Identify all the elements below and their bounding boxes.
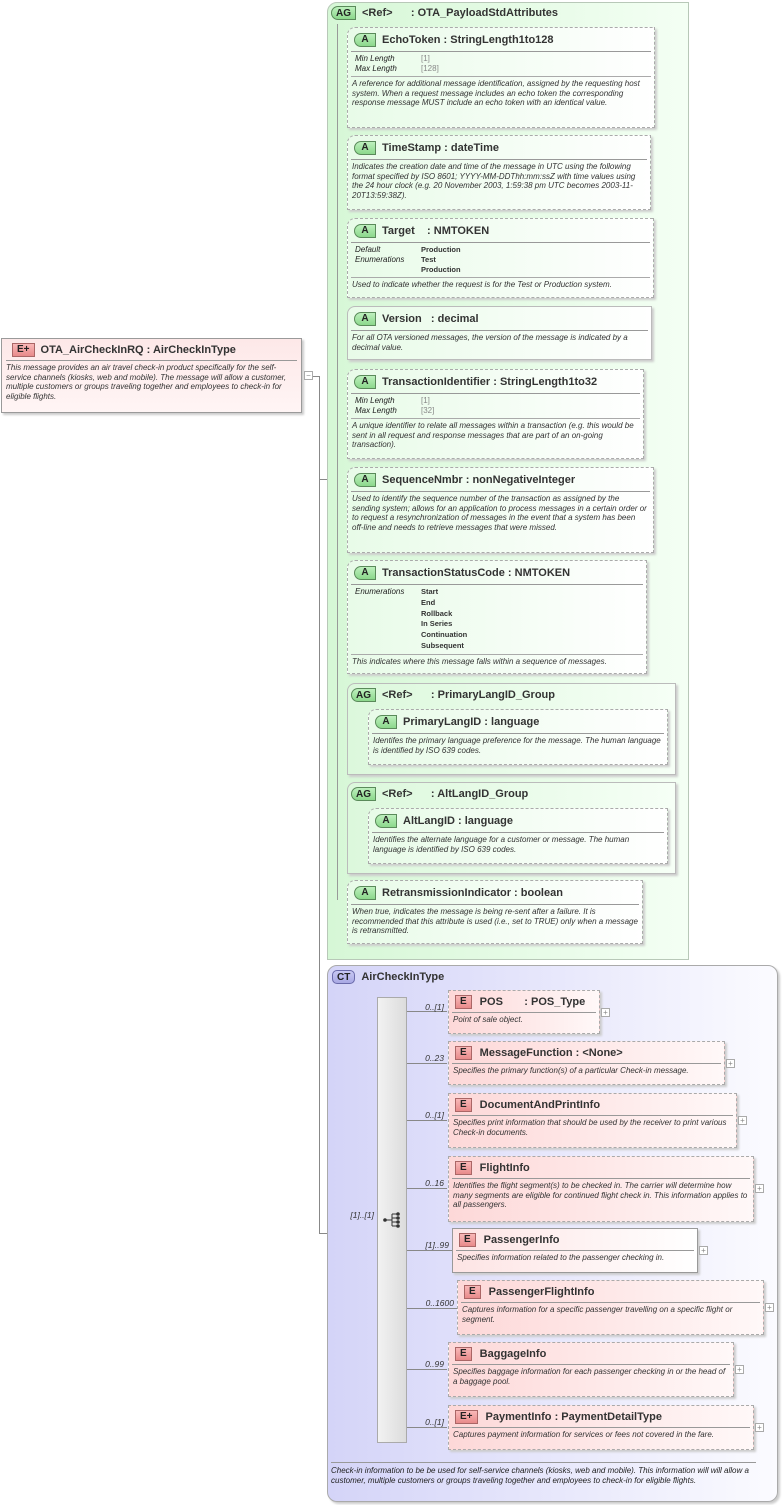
element-title: PaymentInfo : PaymentDetailType bbox=[485, 1410, 662, 1423]
cardinality-label: 0..99 bbox=[425, 1359, 444, 1369]
connector bbox=[407, 1120, 447, 1121]
cardinality-label: 0..[1] bbox=[425, 1110, 444, 1120]
attribute-badge: A bbox=[354, 473, 376, 487]
attribute-group-altlangid[interactable] bbox=[347, 782, 676, 874]
element-paymentinfo[interactable] bbox=[448, 1405, 754, 1450]
attribute-transactionidentifier[interactable] bbox=[347, 369, 644, 459]
cardinality-label: 0..16 bbox=[425, 1178, 444, 1188]
connector-trunk bbox=[319, 376, 320, 1233]
facet-label: Max Length bbox=[355, 406, 397, 415]
attribute-title: TransactionStatusCode : NMTOKEN bbox=[382, 566, 571, 579]
attribute-title: PrimaryLangID : language bbox=[403, 715, 540, 728]
attribute-badge: A bbox=[354, 886, 376, 900]
element-title: FlightInfo bbox=[479, 1161, 530, 1174]
attribute-badge: A bbox=[354, 566, 376, 580]
attribute-altlangid[interactable] bbox=[368, 808, 668, 864]
attribute-title: AltLangID : language bbox=[403, 814, 513, 827]
connector bbox=[407, 1369, 447, 1370]
element-title: BaggageInfo bbox=[479, 1347, 547, 1360]
element-description: Captures payment information for services or fees not covered in the fare. bbox=[453, 1430, 715, 1439]
attribute-description: A unique identifier to relate all messages within a transaction (e.g. this would be sent in all request and response messages that are part of an on-going transaction). bbox=[352, 421, 634, 449]
expand-icon[interactable]: + bbox=[601, 1008, 610, 1017]
attribute-timestamp[interactable] bbox=[347, 135, 651, 210]
attribute-description: Indicates the creation date and time of the message in UTC using the following format specified by ISO 8601; YYYY-MM-DDThh:mm:ssZ with time values using the 24 hour clock (e.g. 20 November 2003, 1:59:38 pm UTC becomes 2003-11-20T13:59:38Z). bbox=[352, 162, 636, 200]
attribute-primarylangid[interactable] bbox=[368, 709, 668, 765]
complex-type-title: AirCheckInType bbox=[361, 971, 445, 983]
enum-value: Production bbox=[421, 265, 461, 274]
expand-icon[interactable]: + bbox=[755, 1423, 764, 1432]
attribute-title: TransactionIdentifier : StringLength1to32 bbox=[382, 375, 598, 388]
attribute-badge: A bbox=[375, 715, 397, 729]
expand-icon[interactable]: + bbox=[726, 1059, 735, 1068]
attribute-description: For all OTA versioned messages, the version of the message is indicated by a decimal value. bbox=[352, 333, 628, 352]
element-description: Specifies information related to the passenger checking in. bbox=[457, 1253, 665, 1262]
attribute-title: RetransmissionIndicator : boolean bbox=[382, 886, 563, 899]
facet-label: Default bbox=[355, 245, 381, 254]
complex-type-header bbox=[332, 970, 444, 984]
attribute-title: Target : NMTOKEN bbox=[382, 224, 490, 237]
expand-icon[interactable]: + bbox=[738, 1116, 747, 1125]
attribute-title: EchoToken : StringLength1to128 bbox=[382, 33, 554, 46]
cardinality-label: [1]..99 bbox=[425, 1240, 449, 1250]
attribute-description: This indicates where this message falls within a sequence of messages. bbox=[352, 656, 607, 666]
attribute-group-title: <Ref> : AltLangID_Group bbox=[382, 788, 529, 800]
element-plus-badge: E+ bbox=[12, 343, 35, 357]
cardinality-label: 0..[1] bbox=[425, 1002, 444, 1012]
attribute-group-header bbox=[331, 6, 558, 20]
enum-value: Test bbox=[421, 255, 436, 264]
element-badge: E bbox=[459, 1233, 476, 1247]
expand-icon[interactable]: + bbox=[699, 1246, 708, 1255]
root-element-title: OTA_AirCheckInRQ : AirCheckInType bbox=[40, 343, 236, 356]
attribute-retransmissionindicator[interactable] bbox=[347, 880, 643, 944]
attribute-description: Used to identify the sequence number of the transaction as assigned by the sending system; allows for an application to process messages in a certain order or to request a resynchronization of messages in the event that a system has been off-line and needs to retrieve messages that were missed. bbox=[352, 494, 647, 532]
element-passengerflightinfo[interactable] bbox=[457, 1280, 764, 1335]
attribute-version[interactable] bbox=[347, 306, 652, 360]
element-title: POS : POS_Type bbox=[479, 995, 586, 1008]
connector bbox=[407, 1250, 452, 1251]
element-messagefunction[interactable] bbox=[448, 1041, 725, 1085]
element-title: MessageFunction : <None> bbox=[479, 1046, 623, 1059]
enum-value: End bbox=[421, 597, 436, 607]
element-badge: E bbox=[455, 1046, 472, 1060]
sequence-icon[interactable] bbox=[383, 1212, 403, 1228]
attribute-description: A reference for additional message identification, assigned by the requesting host system. When a request message includes an echo token the corresponding response message MUST include an echo token with an identical value. bbox=[352, 79, 640, 107]
connector-ct bbox=[319, 1233, 327, 1234]
element-description: Specifies print information that should be used by the receiver to print various Check-in documents. bbox=[453, 1118, 727, 1137]
attribute-group-badge: AG bbox=[351, 688, 376, 702]
element-title: PassengerInfo bbox=[483, 1233, 560, 1246]
element-baggageinfo[interactable] bbox=[448, 1342, 734, 1397]
element-badge: E bbox=[464, 1285, 481, 1299]
cardinality-label: 0..[1] bbox=[425, 1417, 444, 1427]
element-description: Identifies the flight segment(s) to be checked in. The carrier will determine how many segments are eligible for continued flight check in. This information applies to all passengers. bbox=[453, 1181, 748, 1209]
element-plus-badge: E+ bbox=[455, 1410, 478, 1424]
attribute-badge: A bbox=[354, 33, 376, 47]
cardinality-label: 0..1600 bbox=[425, 1298, 454, 1308]
element-documentandprintinfo[interactable] bbox=[448, 1093, 737, 1148]
ag-inner-trunk bbox=[337, 24, 338, 900]
connector bbox=[407, 1427, 447, 1428]
connector bbox=[407, 1308, 457, 1309]
connector-ag bbox=[319, 479, 327, 480]
facet-label: Min Length bbox=[355, 396, 395, 405]
attribute-description: When true, indicates the message is being re-sent after a failure. It is recommended that this attribute is used (i.e., set to TRUE) only when a message is retransmitted. bbox=[352, 907, 638, 935]
facet-label: Max Length bbox=[355, 64, 397, 73]
attribute-echotoken[interactable] bbox=[347, 27, 655, 128]
attribute-group-primarylangid[interactable] bbox=[347, 683, 676, 775]
attribute-group-badge: AG bbox=[351, 787, 376, 801]
element-badge: E bbox=[455, 1161, 472, 1175]
attribute-target[interactable] bbox=[347, 218, 654, 298]
attribute-badge: A bbox=[354, 224, 376, 238]
attribute-badge: A bbox=[354, 141, 376, 155]
attribute-description: Identifes the primary language preference for the message. The human language is identified by ISO 639 codes. bbox=[373, 736, 661, 755]
facet-value: Production bbox=[421, 245, 461, 254]
attribute-description: Identifies the alternate language for a customer or message. The human language is identified by ISO 639 codes. bbox=[373, 835, 630, 854]
element-badge: E bbox=[455, 1347, 472, 1361]
element-badge: E bbox=[455, 1098, 472, 1112]
element-title: DocumentAndPrintInfo bbox=[479, 1098, 601, 1111]
connector bbox=[407, 1063, 447, 1064]
expand-icon[interactable]: + bbox=[755, 1184, 764, 1193]
enum-value: In Series bbox=[421, 619, 453, 629]
attribute-title: Version : decimal bbox=[382, 312, 479, 325]
complex-type-description: Check-in information to be be used for self-service channels (kiosks, web and mobile). This information will will allow a customer, multiple customers or groups traveling together and employees to check-in for eligible flights. bbox=[331, 1462, 756, 1485]
element-pos[interactable] bbox=[448, 990, 600, 1034]
facet-label: Enumerations bbox=[355, 587, 405, 596]
element-description: Point of sale object. bbox=[453, 1015, 523, 1024]
element-title: PassengerFlightInfo bbox=[488, 1285, 595, 1298]
expand-icon[interactable]: + bbox=[735, 1365, 744, 1374]
attribute-description: Used to indicate whether the request is for the Test or Production system. bbox=[352, 280, 612, 289]
element-badge: E bbox=[455, 995, 472, 1009]
sequence-cardinality: [1]..[1] bbox=[350, 1210, 374, 1220]
attribute-group-badge: AG bbox=[331, 6, 356, 20]
connector bbox=[407, 1188, 447, 1189]
facet-value: [1] bbox=[421, 396, 430, 405]
attribute-transactionstatuscode[interactable] bbox=[347, 560, 647, 674]
attribute-badge: A bbox=[354, 375, 376, 389]
facet-value: [32] bbox=[421, 406, 435, 415]
enum-value: Subsequent bbox=[421, 640, 464, 650]
element-description: Captures information for a specific passenger travelling on a specific flight or segment. bbox=[462, 1305, 733, 1324]
enum-value: Continuation bbox=[421, 630, 468, 640]
facet-label: Min Length bbox=[355, 54, 395, 63]
root-element[interactable] bbox=[1, 338, 302, 413]
element-description: Specifies the primary function(s) of a particular Check-in message. bbox=[453, 1066, 689, 1075]
element-description: Specifies baggage information for each passenger checking in or the head of a baggage pool. bbox=[453, 1367, 726, 1386]
attribute-sequencenmbr[interactable] bbox=[347, 467, 654, 553]
attribute-badge: A bbox=[375, 814, 397, 828]
collapse-icon[interactable]: − bbox=[304, 371, 313, 380]
element-passengerinfo[interactable] bbox=[452, 1228, 698, 1273]
facet-value: [1] bbox=[421, 54, 430, 63]
cardinality-label: 0..23 bbox=[425, 1053, 444, 1063]
expand-icon[interactable]: + bbox=[765, 1303, 774, 1312]
attribute-group-title: <Ref> : OTA_PayloadStdAttributes bbox=[362, 7, 558, 19]
enum-value: Start bbox=[421, 587, 439, 596]
attribute-group-title: <Ref> : PrimaryLangID_Group bbox=[382, 689, 555, 701]
facet-label: Enumerations bbox=[355, 255, 405, 264]
facet-value: [128] bbox=[421, 64, 439, 73]
attribute-badge: A bbox=[354, 312, 376, 326]
element-flightinfo[interactable] bbox=[448, 1156, 754, 1222]
attribute-title: TimeStamp : dateTime bbox=[382, 141, 499, 154]
root-element-description: This message provides an air travel check-in product specifically for the self-service channels (kiosks, web and mobile). The message will allow a customer, multiple customers or groups traveling together and employees to check-in for eligible flights. bbox=[6, 363, 287, 401]
enum-value: Rollback bbox=[421, 608, 453, 618]
complex-type-badge: CT bbox=[332, 970, 355, 984]
attribute-title: SequenceNmbr : nonNegativeInteger bbox=[382, 473, 576, 486]
